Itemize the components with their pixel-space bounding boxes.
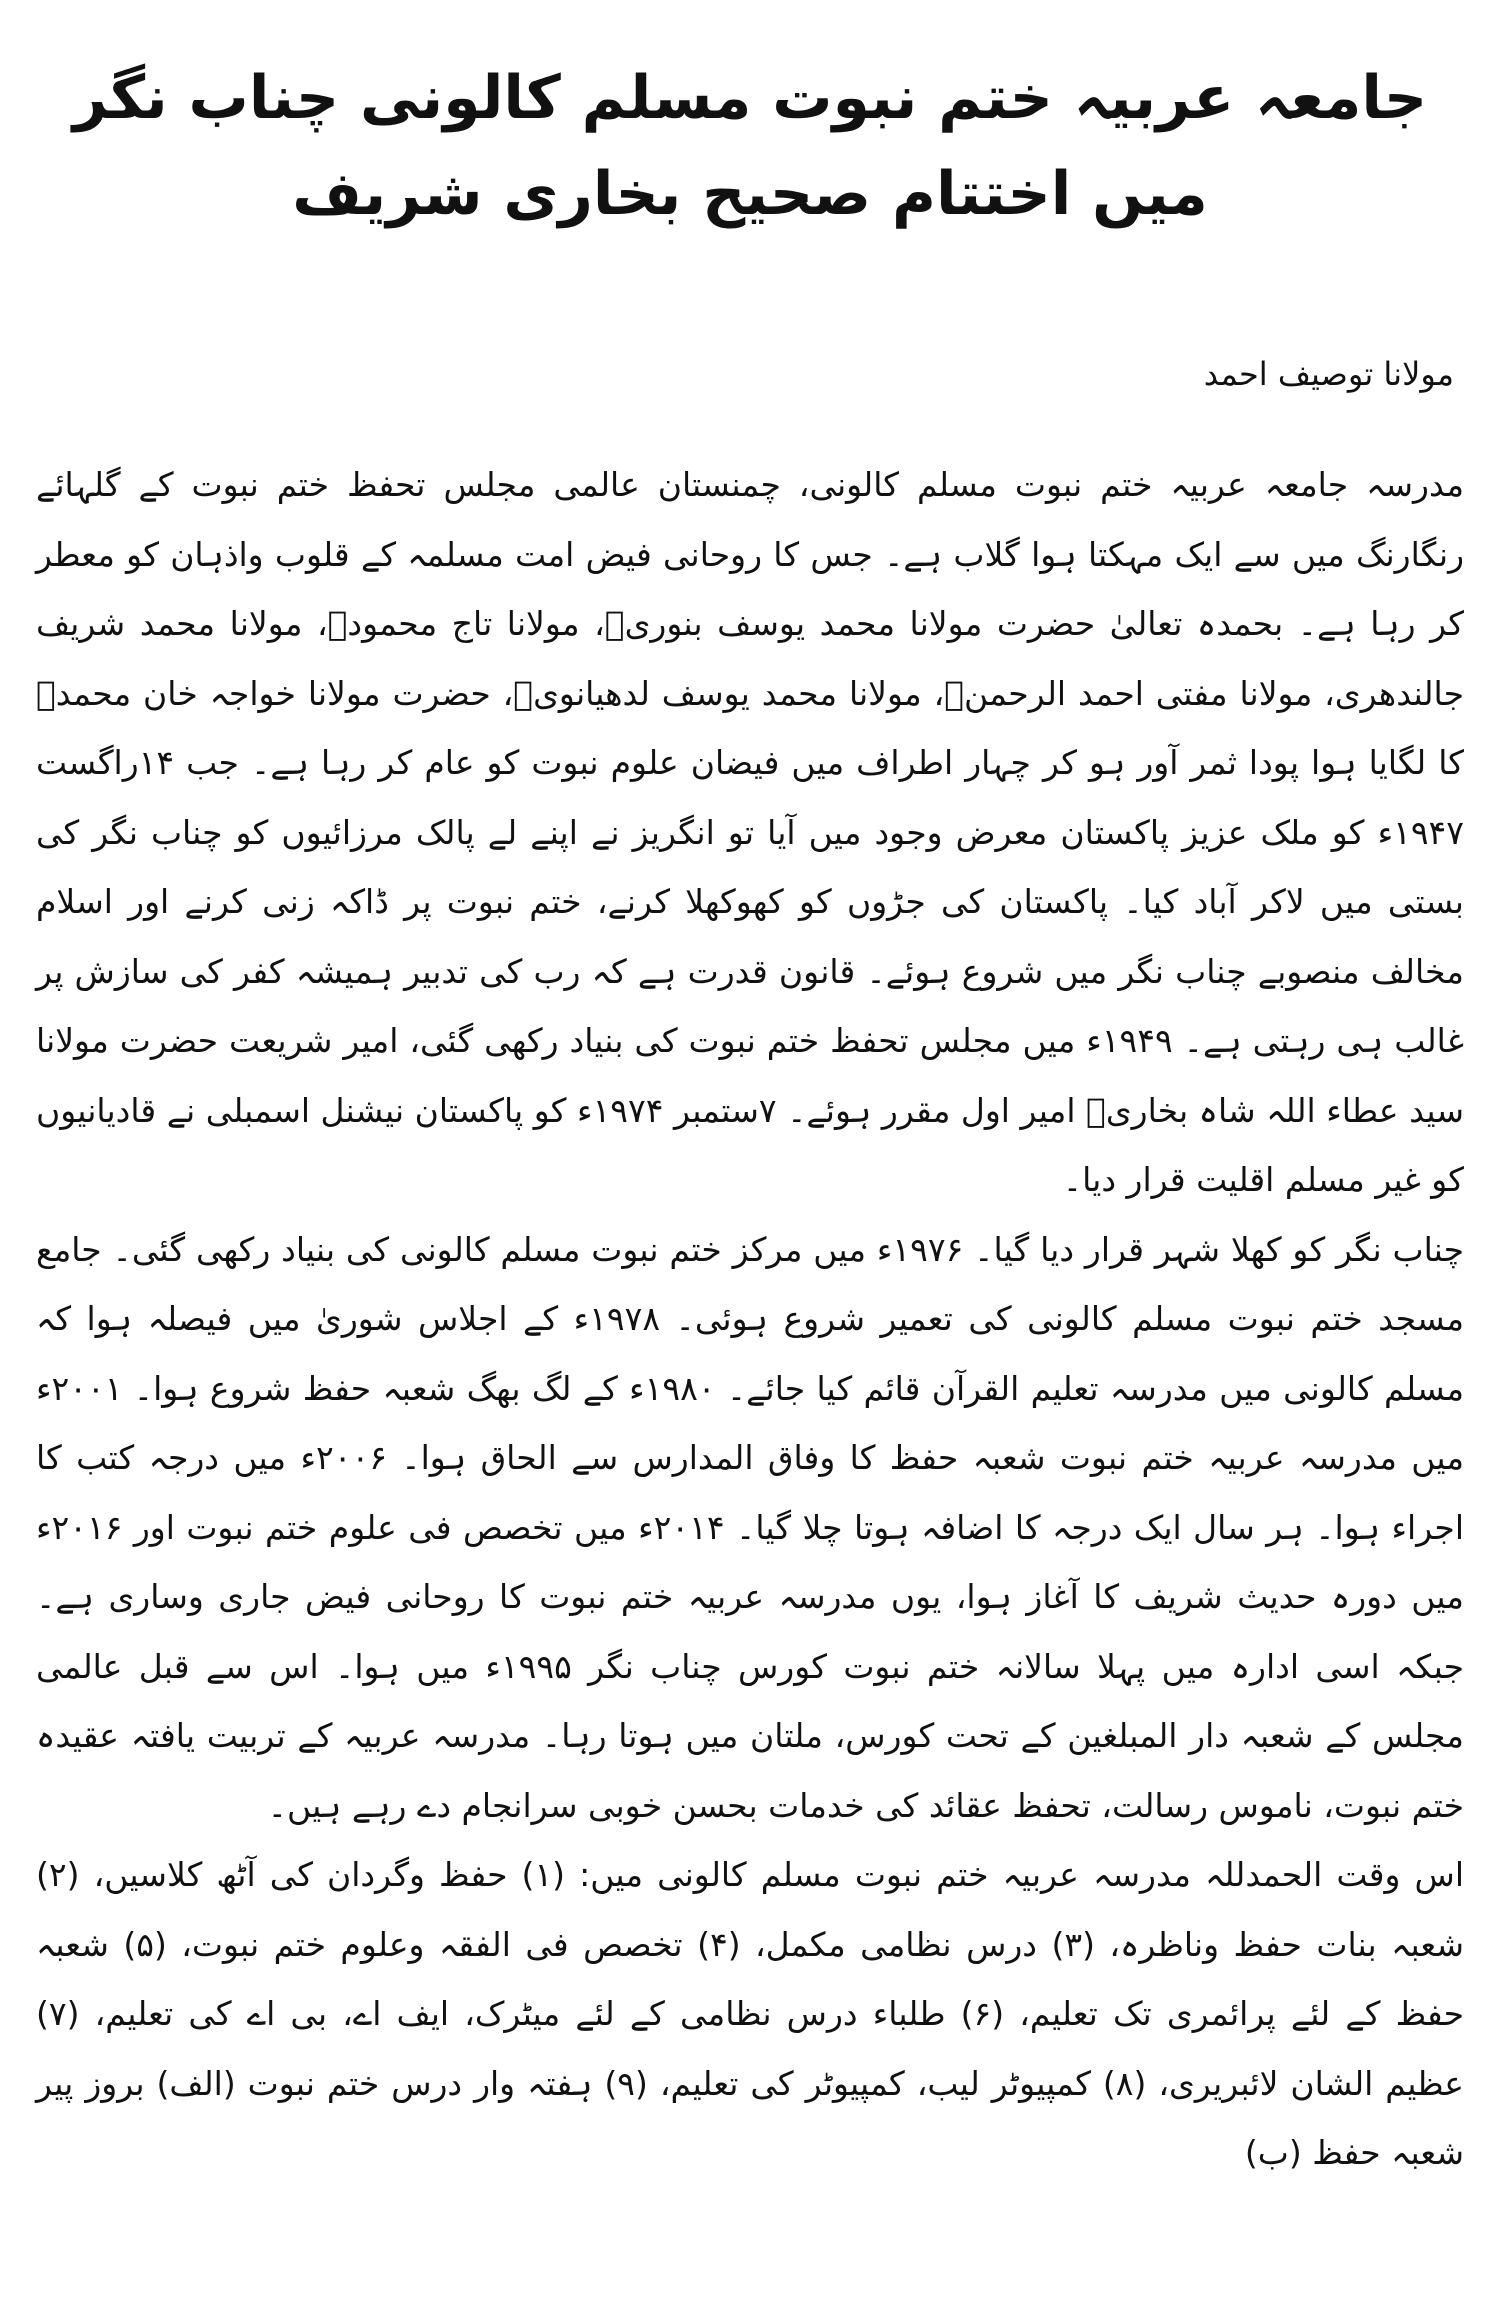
article-paragraph: اس وقت الحمدللہ مدرسہ عربیہ ختم نبوت مسلم کالونی میں: (۱) حفظ وگردان کی آٹھ کلاسیں، (۲) شعبہ بنات حفظ وناظرہ، (۳) درس نظامی مکمل، (۴) تخصص فی الفقہ وعلوم ختم نبوت، (۵) شعبہ حفظ کے لئے پرائمری تک تعلیم، (۶) طلباء درس نظامی کے لئے میٹرک، ایف اے، بی اے کی تعلیم، (۷) عظیم الشان لائبریری، (۸) کمپیوٹر لیب، کمپیوٹر کی تعلیم، (۹) ہفتہ وار درس ختم نبوت (الف) بروز پیر شعبہ حفظ (ب) xyxy=(36,1855,1464,2172)
article-body xyxy=(36,450,1464,2188)
author-byline: مولانا توصیف احمد xyxy=(1203,355,1454,393)
article-headline: جامعہ عربیہ ختم نبوت مسلم کالونی چناب نگر میں اختتام صحیح بخاری شریف xyxy=(72,63,1428,229)
article-paragraph: چناب نگر کو کھلا شہر قرار دیا گیا۔ ۱۹۷۶ء میں مرکز ختم نبوت مسلم کالونی کی بنیاد رکھی گئی۔ جامع مسجد ختم نبوت مسلم کالونی کی تعمیر شروع ہوئی۔ ۱۹۷۸ء کے اجلاس شوریٰ میں فیصلہ ہوا کہ مسلم کالونی میں مدرسہ تعلیم القرآن قائم کیا جائے۔ ۱۹۸۰ء کے لگ بھگ شعبہ حفظ شروع ہوا۔ ۲۰۰۱ء میں مدرسہ عربیہ ختم نبوت شعبہ حفظ کا وفاق المدارس سے الحاق ہوا۔ ۲۰۰۶ء میں درجہ کتب کا اجراء ہوا۔ ہر سال ایک درجہ کا اضافہ ہوتا چلا گیا۔ ۲۰۱۴ء میں تخصص فی علوم ختم نبوت اور ۲۰۱۶ء میں دورہ حدیث شریف کا آغاز ہوا، یوں مدرسہ عربیہ ختم نبوت کا روحانی فیض جاری وساری ہے۔ جبکہ اسی ادارہ میں پہلا سالانہ ختم نبوت کورس چناب نگر ۱۹۹۵ء میں ہوا۔ اس سے قبل عالمی مجلس کے شعبہ دار المبلغین کے تحت کورس، ملتان میں ہوتا رہا۔ مدرسہ عربیہ کے تربیت یافتہ عقیدہ ختم نبوت، ناموس رسالت، تحفظ عقائد کی خدمات بحسن خوبی سرانجام دے رہے ہیں۔ xyxy=(36,1229,1465,1825)
article-paragraph: مدرسہ جامعہ عربیہ ختم نبوت مسلم کالونی، چمنستان عالمی مجلس تحفظ ختم نبوت کے گلہائے رنگارنگ میں سے ایک مہکتا ہوا گلاب ہے۔ جس کا روحانی فیض امت مسلمہ کے قلوب واذہان کو معطر کر رہا ہے۔ بحمدہ تعالیٰ حضرت مولانا محمد یوسف بنوریؒ، مولانا تاج محمودؒ، مولانا محمد شریف جالندھری، مولانا مفتی احمد الرحمنؒ، مولانا محمد یوسف لدھیانویؒ، حضرت مولانا خواجہ خان محمدؒ کا لگایا ہوا پودا ثمر آور ہو کر چہار اطراف میں فیضان علوم نبوت کو عام کر رہا ہے۔ جب ۱۴راگست ۱۹۴۷ء کو ملک عزیز پاکستان معرض وجود میں آیا تو انگریز نے اپنے لے پالک مرزائیوں کو چناب نگر کی بستی میں لاکر آباد کیا۔ پاکستان کی جڑوں کو کھوکھلا کرنے، ختم نبوت پر ڈاکہ زنی کرنے اور اسلام مخالف منصوبے چناب نگر میں شروع ہوئے۔ قانون قدرت ہے کہ رب کی تدبیر ہمیشہ کفر کی سازش پر غالب ہی رہتی ہے۔ ۱۹۴۹ء میں مجلس تحفظ ختم نبوت کی بنیاد رکھی گئی، امیر شریعت حضرت مولانا سید عطاء اللہ شاہ بخاریؒ امیر اول مقرر ہوئے۔ ۷ستمبر ۱۹۷۴ء کو پاکستان نیشنل اسمبلی نے قادیانیوں کو غیر مسلم اقلیت قرار دیا۔ xyxy=(36,465,1464,1199)
